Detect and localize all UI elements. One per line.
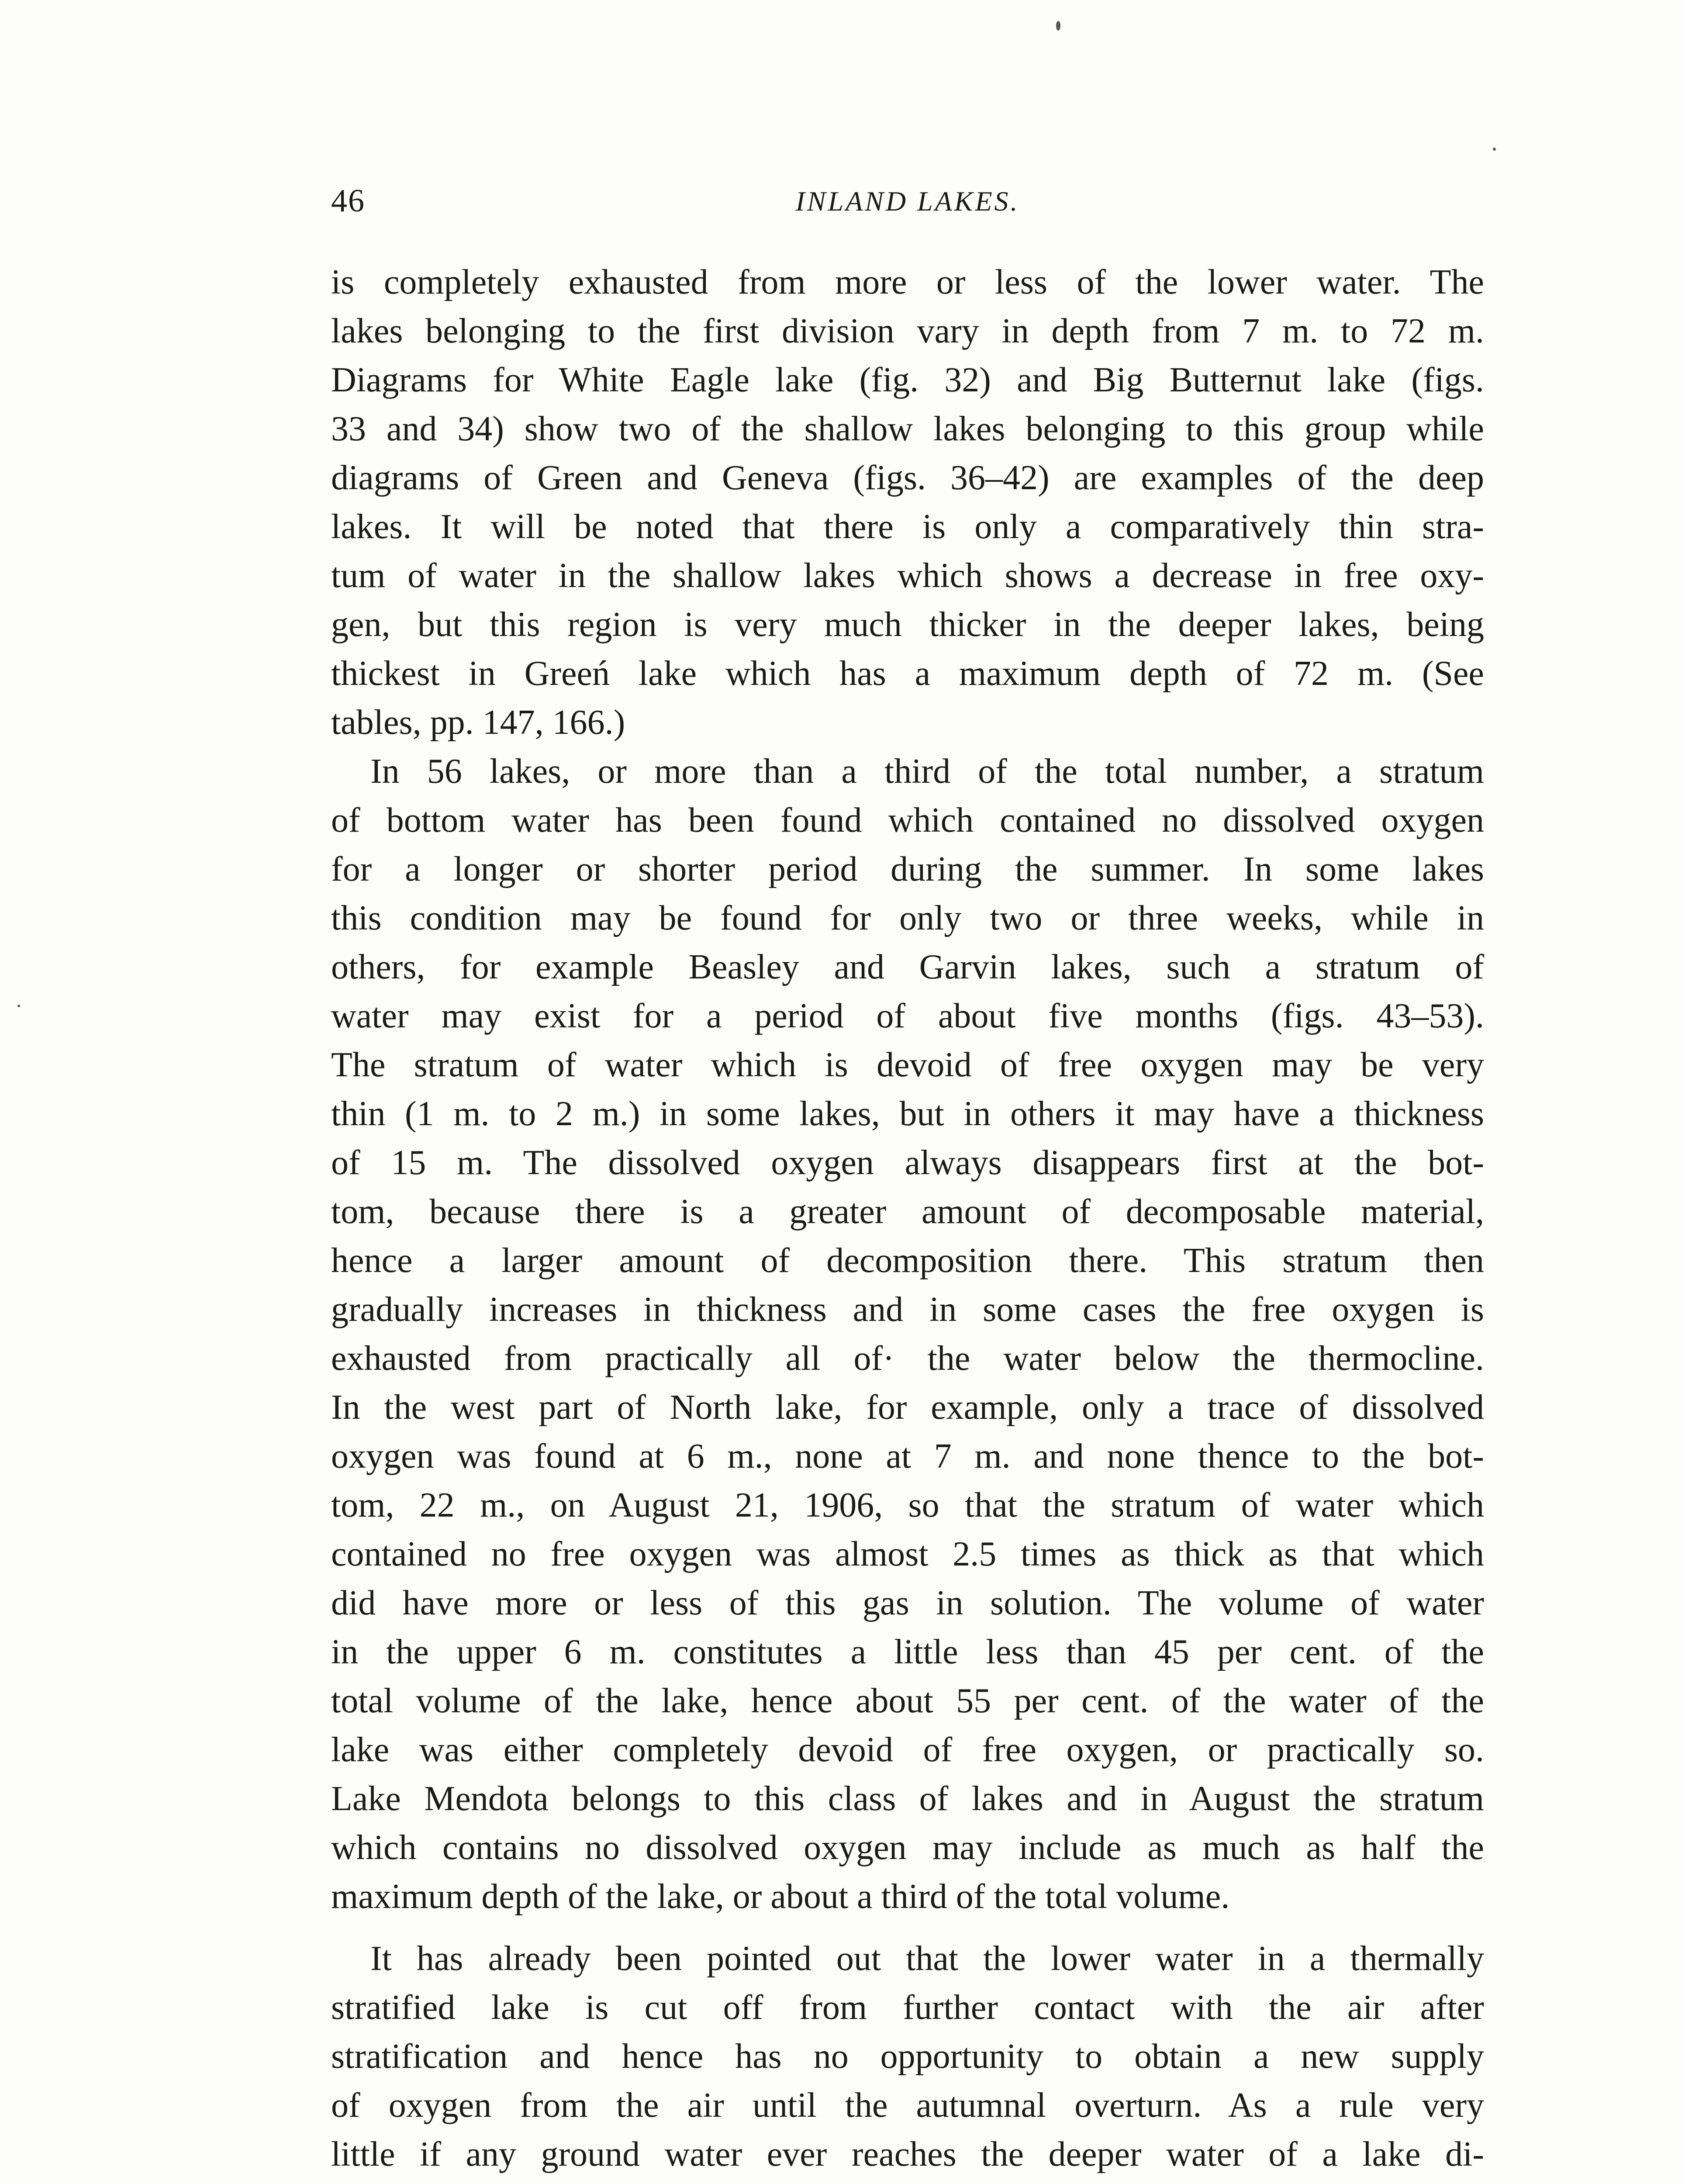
text-line: in the upper 6 m. constitutes a little less than 45 per cent. of the: [331, 1633, 1484, 1671]
text-line: diagrams of Green and Geneva (figs. 36–42) are examples of the deep: [331, 459, 1484, 497]
text-line: gradually increases in thickness and in some cases the free oxygen is: [331, 1290, 1484, 1329]
text-line: In 56 lakes, or more than a third of the total number, a stratum: [370, 752, 1484, 791]
text-line: In the west part of North lake, for example, only a trace of dissolved: [331, 1388, 1484, 1427]
text-line: oxygen was found at 6 m., none at 7 m. and none thence to the bot-: [331, 1437, 1484, 1476]
text-line: lakes. It will be noted that there is only a comparatively thin stra-: [331, 508, 1484, 546]
text-line: maximum depth of the lake, or about a third of the total volume.: [331, 1877, 1230, 1916]
text-line: thickest in Greeń lake which has a maximum depth of 72 m. (See: [331, 654, 1484, 693]
paragraph: [331, 258, 1484, 747]
text-line: stratification and hence has no opportunity to obtain a new supply: [331, 2037, 1484, 2076]
text-line: of bottom water has been found which contained no dissolved oxygen: [331, 801, 1484, 840]
running-title: INLAND LAKES.: [795, 186, 1020, 217]
text-line: tom, 22 m., on August 21, 1906, so that the stratum of water which: [331, 1486, 1484, 1524]
page-number: 46: [331, 183, 365, 219]
text-line: for a longer or shorter period during the summer. In some lakes: [331, 850, 1484, 888]
print-speck: [17, 1005, 20, 1007]
text-line: gen, but this region is very much thicker in the deeper lakes, being: [331, 605, 1484, 644]
text-line: did have more or less of this gas in solution. The volume of water: [331, 1584, 1484, 1622]
print-speck: [1493, 148, 1496, 151]
text-line: stratified lake is cut off from further contact with the air after: [331, 1988, 1484, 2027]
text-line: exhausted from practically all of· the water below the thermocline.: [331, 1339, 1484, 1378]
text-line: tum of water in the shallow lakes which shows a decrease in free oxy-: [331, 556, 1484, 595]
text-line: little if any ground water ever reaches the deeper water of a lake di-: [331, 2135, 1484, 2174]
text-line: total volume of the lake, hence about 55 per cent. of the water of the: [331, 1682, 1484, 1720]
paragraph: [331, 747, 1484, 1921]
text-line: water may exist for a period of about five months (figs. 43–53).: [331, 997, 1484, 1035]
text-line: of oxygen from the air until the autumnal overturn. As a rule very: [331, 2086, 1484, 2125]
text-line: lake was either completely devoid of free oxygen, or practically so.: [331, 1731, 1484, 1769]
text-line: is completely exhausted from more or less of the lower water. The: [331, 263, 1484, 301]
text-line: 33 and 34) show two of the shallow lakes belonging to this group while: [331, 410, 1484, 448]
text-line: tables, pp. 147, 166.): [331, 703, 625, 742]
text-line: of 15 m. The dissolved oxygen always disappears first at the bot-: [331, 1144, 1484, 1182]
text-line: which contains no dissolved oxygen may include as much as half the: [331, 1828, 1484, 1867]
page-header: [331, 183, 1484, 222]
text-line: lakes belonging to the first division vary in depth from 7 m. to 72 m.: [331, 312, 1484, 350]
text-line: others, for example Beasley and Garvin lakes, such a stratum of: [331, 948, 1484, 986]
text-line: Lake Mendota belongs to this class of lakes and in August the stratum: [331, 1780, 1484, 1818]
text-line: hence a larger amount of decomposition there. This stratum then: [331, 1241, 1484, 1280]
text-line: thin (1 m. to 2 m.) in some lakes, but in others it may have a thickness: [331, 1095, 1484, 1133]
paragraph: [331, 1934, 1484, 2184]
body-text: [331, 258, 1484, 2184]
text-line: It has already been pointed out that the lower water in a thermally: [370, 1939, 1484, 1978]
print-speck: [1056, 21, 1060, 31]
text-line: The stratum of water which is devoid of free oxygen may be very: [331, 1046, 1484, 1084]
paragraph-spacer: [331, 1921, 1484, 1934]
text-line: tom, because there is a greater amount of decomposable material,: [331, 1192, 1484, 1231]
text-line: Diagrams for White Eagle lake (fig. 32) and Big Butternut lake (figs.: [331, 361, 1484, 399]
text-line: this condition may be found for only two or three weeks, while in: [331, 899, 1484, 937]
text-line: contained no free oxygen was almost 2.5 times as thick as that which: [331, 1535, 1484, 1573]
text-line: [331, 2179, 1484, 2184]
